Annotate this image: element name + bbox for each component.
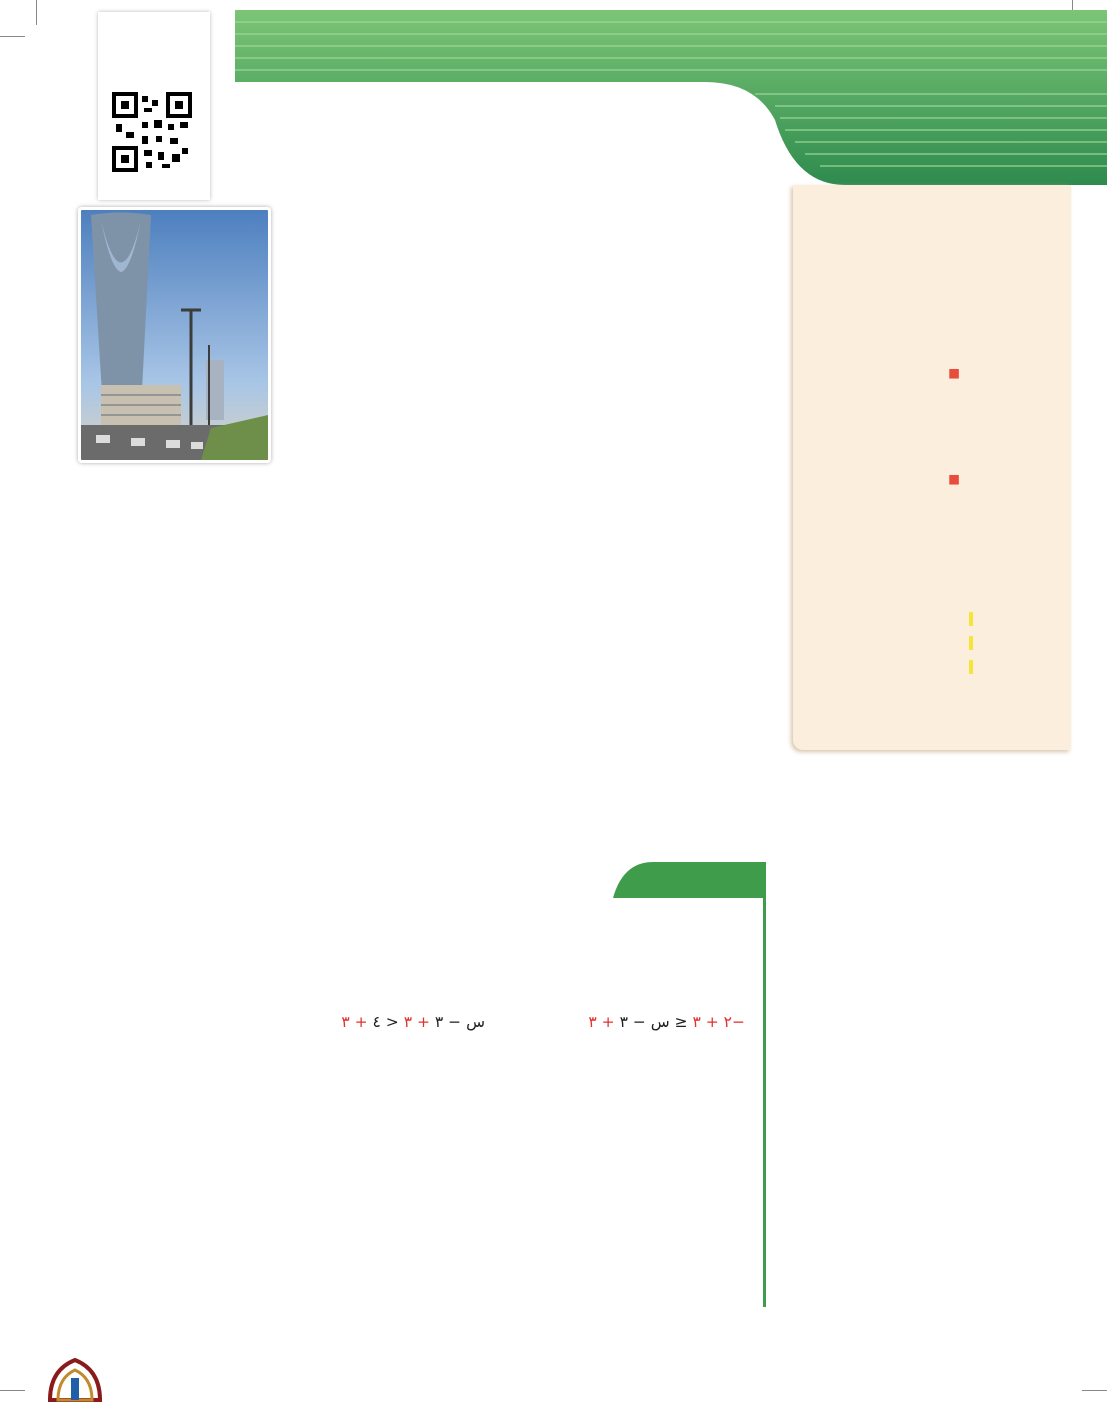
objective-item [810,466,960,491]
crop-mark [1082,1390,1107,1391]
bullet-icon: ■ [948,365,960,380]
lesson-number [850,80,990,160]
crop-mark [36,0,37,25]
bullet-icon: ■ [948,471,960,486]
crop-mark [0,36,25,37]
number-lines-example [440,1115,670,1275]
qr-code-icon[interactable] [112,92,192,172]
step-row-2-right: س − ٣ + ٣ < ٤ + ٣ [341,1013,485,1031]
vocab-item[interactable] [868,612,973,626]
vocab-item[interactable] [868,660,973,674]
inequality-pair [400,332,705,350]
objective-item [810,360,960,385]
example-tab [613,862,766,898]
ministry-logo-icon [62,1252,202,1302]
example-border [763,862,766,1307]
number-lines-top [370,610,620,780]
watermark-logo-icon [30,1350,120,1425]
vocab-item[interactable] [868,636,973,650]
crop-mark [0,1390,25,1391]
step-row-2-left: −٢ + ٣ ≤ س − ٣ + ٣ [588,1013,745,1031]
kingdom-tower-photo [78,207,271,463]
